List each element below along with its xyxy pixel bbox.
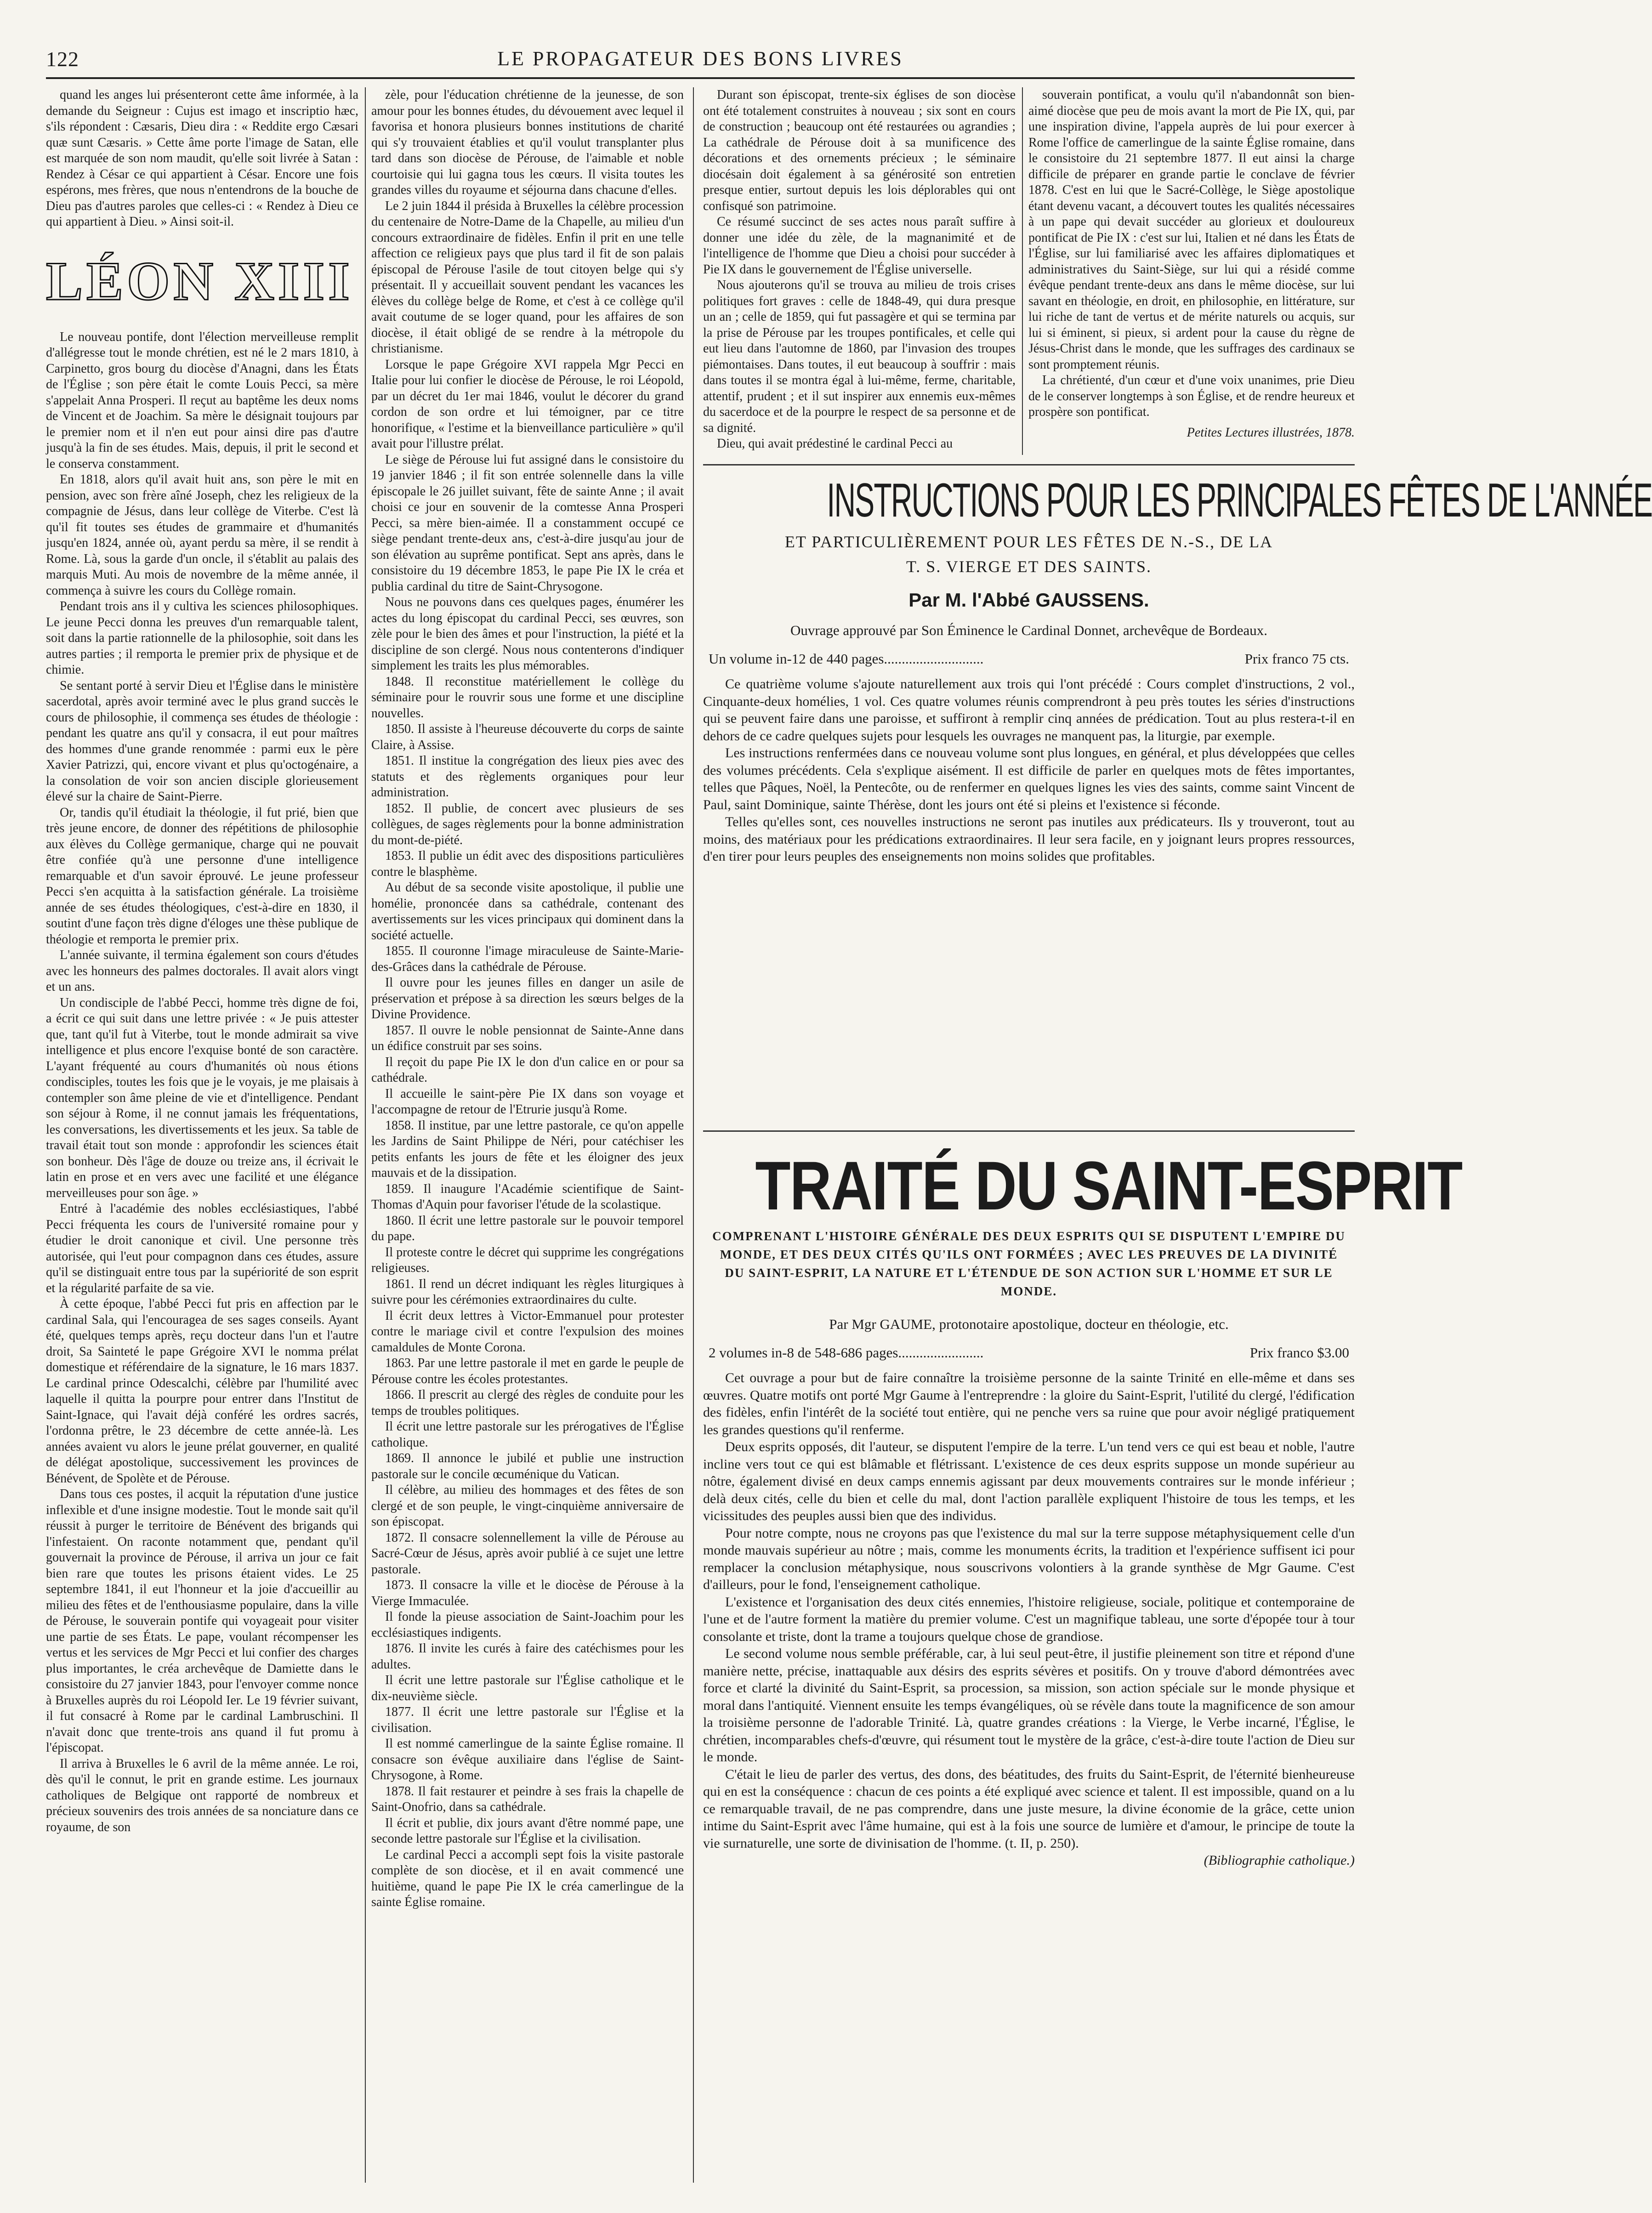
chronology-item: Il ouvre pour les jeunes filles en danger un asile de préservation et prépose à sa direction les sœurs belges de la Divine Providence. xyxy=(371,976,684,1021)
paragraph: Lorsque le pape Grégoire XVI rappela Mgr Pecci en Italie pour lui confier le diocèse de Pérouse, le roi Léopold, par un décret du 1er mai 1846, voulut le décorer du grand cordon de son ordre et lui témoigner, par ce titre honorifique, « l'estime et la bienveillance particulière » qu'il avait pour l'illustre prélat. xyxy=(371,357,684,451)
chronology-item: 1878. Il fait restaurer et peindre à ses frais la chapelle de Saint-Onofrio, dans sa cathédrale. xyxy=(371,1784,684,1814)
paragraph: Or, tandis qu'il étudiait la théologie, il fut prié, bien que très jeune encore, de donner des répétitions de philosophie aux élèves du Collège germanique, charge qui ne pouvait être confiée qu'à une personne d'une intelligence remarquable et d'un savoir éprouvé. Le jeune professeur Pecci s'en acquitta à la satisfaction générale. La troisième année de ses études théologiques, c'est-à-dire en 1830, il soutint d'une façon très digne d'éloges une thèse publique de théologie et remporta le premier prix. xyxy=(46,805,358,947)
chronology-item: 1877. Il écrit une lettre pastorale sur l'Église et la civilisation. xyxy=(371,1705,684,1735)
book-review-text xyxy=(703,1369,1355,1869)
chronology-item: 1863. Par une lettre pastorale il met en garde le peuple de Pérouse contre les écoles protestantes. xyxy=(371,1356,684,1386)
book-subtitle-line-1: ET PARTICULIÈREMENT POUR LES FÊTES DE N.-S., DE LA xyxy=(784,533,1273,551)
paragraph: La chrétienté, d'un cœur et d'une voix unanimes, prie Dieu de le conserver longtemps à son Église, et de rendre heureux et prospère son pontificat. xyxy=(1028,373,1355,419)
book-price-line xyxy=(703,1345,1355,1361)
paragraph: L'année suivante, il termina également son cours d'études avec les honneurs des palmes doctorales. Il avait alors vingt et un ans. xyxy=(46,948,358,994)
paragraph: Durant son épiscopat, trente-six églises de son diocèse ont été totalement construites à nouveau ; six sont en cours de construction ; beaucoup ont été restaurées ou agrandies ; La cathédrale de Pérouse doit à sa munificence des décorations et des ornements précieux ; le séminaire diocésain doit également à sa générosité son entretien presque entier, surtout depuis les lois déplorables qui ont confisqué son patrimoine. xyxy=(703,88,1016,213)
book-title-instructions: INSTRUCTIONS POUR LES PRINCIPALES FÊTES DE L'ANNÉE xyxy=(827,474,1652,527)
chronology-item: Il écrit et publie, dix jours avant d'être nommé pape, une seconde lettre pastorale sur l'Église et la civilisation. xyxy=(371,1816,684,1846)
column-2 xyxy=(371,87,684,2183)
chronology-item: Il proteste contre le décret qui supprime les congrégations religieuses. xyxy=(371,1245,684,1275)
paragraph: Deux esprits opposés, dit l'auteur, se disputent l'empire de la terre. L'un tend vers ce qui est beau et noble, l'autre incline vers tout ce qui est blâmable et flétrissant. L'existence de ces deux esprits suppose un monde supérieur au nôtre, également divisé en deux camps ennemis agissant par deux mouvements contraires sur le monde inférieur ; delà deux cités, celle du bien et celle du mal, dont l'action parallèle expliquent l'histoire de tous les temps, et les vicissitudes des peuples aussi bien que des individus. xyxy=(703,1439,1355,1523)
sermon-ending: quand les anges lui présenteront cette âme informée, à la demande du Seigneur : Cujus est imago et inscriptio hæc, s'ils répondent : Cæsaris, Dieu dira : « Reddite ergo Cæsari quæ sunt Cæsaris. » Cette âme porte l'image de Satan, elle est marquée de son nom maudit, qu'elle soit livrée à Satan : Rendez à César ce qui appartient à César. Encore une fois espérons, mes frères, que nous n'entendrons de la bouche de Dieu pas d'autres paroles que celles-ci : « Rendez à Dieu ce qui appartient à Dieu. » Ainsi soit-il. xyxy=(46,88,358,229)
book-price-line xyxy=(703,651,1355,667)
chronology-item: 1848. Il reconstitue matériellement le collège du séminaire pour le rouvrir sous une forme et une discipline nouvelles. xyxy=(371,674,684,721)
leon-article-body xyxy=(46,329,358,1836)
paragraph: Les instructions renfermées dans ce nouveau volume sont plus longues, en général, et plus développées que celles des volumes précédents. Cela s'explique aisément. Il est difficile de parler en quelques mots de fêtes importantes, telles que Pâques, Noël, la Pentecôte, ou de renfermer en quelques lignes les vies des saints, comme saint Vincent de Paul, saint Dominique, sainte Thérèse, dont les jours ont été si pleins et l'existence si féconde. xyxy=(703,745,1355,812)
review-attribution: (Bibliographie catholique.) xyxy=(1204,1853,1355,1868)
paragraph: À cette époque, l'abbé Pecci fut pris en affection par le cardinal Sala, qui l'encouragea de ses sages conseils. Ayant été, quelques temps après, reçu docteur dans l'un et l'autre droit, Sa Sainteté le pape Grégoire XVI le nomma prélat domestique et référendaire de la signature, le 16 mars 1837. Le cardinal prince Odescalchi, célèbre par l'humilité avec laquelle il quitta la pourpre pour entrer dans l'Institut de Saint-Ignace, qui l'avait déjà conféré les ordres sacrés, l'ordonna prêtre, le 23 décembre de cette année-là. Les années avaient vu alors le jeune prélat gouverner, en qualité de délégat apostolique, successivement les provinces de Bénévent, de Spolète et de Pérouse. xyxy=(46,1297,358,1486)
source-signature: Petites Lectures illustrées, 1878. xyxy=(1186,425,1355,440)
column-divider xyxy=(693,87,694,2183)
book-author: Par M. l'Abbé GAUSSENS. xyxy=(908,589,1149,611)
column-4 xyxy=(1028,87,1355,455)
paragraph: Le cardinal Pecci a accompli sept fois la visite pastorale complète de son diocèse, et il en avait commencé une huitième, quand le pape Pie IX le créa camerlingue de la sainte Église romaine. xyxy=(371,1847,684,1909)
page-number: 122 xyxy=(46,47,79,71)
book-price: Prix franco 75 cts. xyxy=(1244,651,1349,667)
chronology-item: 1876. Il invite les curés à faire des catéchismes pour les adultes. xyxy=(371,1641,684,1672)
book-subtitle-line-2: T. S. VIERGE ET DES SAINTS. xyxy=(906,557,1152,576)
paragraph: Le siège de Pérouse lui fut assigné dans le consistoire du 19 janvier 1846 ; il fit son entrée solennelle dans la ville épiscopale le 26 juillet suivant, fête de sainte Anne ; il avait choisi ce jour en souvenir de la comtesse Anna Prosperi Pecci, sa mère bien-aimée. Il a constamment occupé ce siège pendant trente-deux ans, c'est-à-dire jusqu'au jour de son élévation au suprême pontificat. Sept ans après, dans le consistoire du 19 décembre 1853, le pape Pie IX le créa et publia cardinal du titre de Saint-Chrysogone. xyxy=(371,452,684,594)
chronology-item: Il accueille le saint-père Pie IX dans son voyage et l'accompagne de retour de l'Etrurie jusqu'à Rome. xyxy=(371,1086,684,1117)
chronology-item: 1851. Il institue la congrégation des lieux pies avec des statuts et des règlements organiques pour leur administration. xyxy=(371,754,684,800)
chronology-item: 1857. Il ouvre le noble pensionnat de Sainte-Anne dans un édifice construit par ses soins. xyxy=(371,1023,684,1053)
chronology-item: 1861. Il rend un décret indiquant les règles liturgiques à suivre pour les cérémonies extraordinaires du culte. xyxy=(371,1277,684,1307)
paragraph: L'existence et l'organisation des deux cités ennemies, l'histoire religieuse, sociale, politique et contemporaine de l'une et de l'autre forment la matière du premier volume. C'est un magnifique tableau, une sorte d'épopée tour à tour consolante et triste, dont la trame a toujours quelque chose de grandiose. xyxy=(703,1594,1355,1644)
chronology-item: 1855. Il couronne l'image miraculeuse de Sainte-Marie-des-Grâces dans la cathédrale de Pérouse. xyxy=(371,944,684,974)
book-title-traite: TRAITÉ DU SAINT-ESPRIT xyxy=(755,1147,1462,1224)
chronology-item: Il écrit une lettre pastorale sur l'Église catholique et le dix-neuvième siècle. xyxy=(371,1673,684,1703)
chronology-item: Au début de sa seconde visite apostolique, il publie une homélie, prononcée dans sa cathédrale, contenant des avertissements sur les vices principaux qui dominent dans la société actuelle. xyxy=(371,880,684,942)
paragraph: zèle, pour l'éducation chrétienne de la jeunesse, de son amour pour les bonnes études, du dévouement avec lequel il favorisa et honora plusieurs bonnes institutions de charité qui s'y trouvaient établies et qu'il voulut transplanter plus tard dans son diocèse de Pérouse, de l'aimable et noble courtoisie qui lui gagna tous les cœurs. Il visita toutes les grandes villes du royaume et séjourna dans chacune d'elles. xyxy=(371,88,684,197)
paragraph: Un condisciple de l'abbé Pecci, homme très digne de foi, a écrit ce qui suit dans une lettre privée : « Je puis attester que, tant qu'il fut à Viterbe, tout le monde admirait sa vive intelligence et plus encore l'exquise bonté de son caractère. L'ayant fréquenté au cours d'humanités où nous étions condisciples, toutes les fois que je le voyais, je me plaisais à contempler son âme pleine de vie et d'intelligence. Pendant son séjour à Rome, il ne connut jamais les fréquentations, les conversations, les divertissements et les jeux. Sa table de travail était tout son monde : approfondir les sciences était son bonheur. Dès l'âge de douze ou treize ans, il écrivait le latin en prose et en vers avec une facilité et une élégance merveilleuses pour son âge. » xyxy=(46,995,358,1200)
chronology-item: 1850. Il assiste à l'heureuse découverte du corps de sainte Claire, à Assise. xyxy=(371,722,684,752)
chronology-item: 1853. Il publie un édit avec des dispositions particulières contre le blasphème. xyxy=(371,849,684,879)
chronology-item: Il célèbre, au milieu des hommages et des fêtes de son clergé et de son peuple, le vingt-cinquième anniversaire de son épiscopat. xyxy=(371,1483,684,1529)
header-rule xyxy=(46,77,1355,79)
section-rule xyxy=(703,1130,1355,1132)
book-author: Par Mgr GAUME, protonotaire apostolique, docteur en théologie, etc. xyxy=(829,1316,1229,1332)
paragraph: Pour notre compte, nous ne croyons pas que l'existence du mal sur la terre suppose métaphysiquement celle d'un monde mauvais supérieur au nôtre ; mais, comme les monuments écrits, la tradition et l'expérience suffisent ici pour remplacer la conclusion métaphysique, nous souscrivons volontiers à la grande synthèse de Mgr Gaume. C'est d'ailleurs, pour le fond, l'enseignement catholique. xyxy=(703,1525,1355,1592)
book-approval: Ouvrage approuvé par Son Éminence le Cardinal Donnet, archevêque de Bordeaux. xyxy=(790,622,1268,638)
paragraph: Nous ajouterons qu'il se trouva au milieu de trois crises politiques fort graves : celle de 1848-49, qui dura presque un an ; celle de 1859, qui fut passagère et qui se termina par la prise de Pérouse par les troupes pontificales, et celle qui eut lieu dans l'automne de 1860, par l'invasion des troupes piémontaises. Dans toutes, il eut beaucoup à souffrir : mais dans toutes il se montra égal à lui-même, ferme, charitable, attentif, prudent ; et il sut inspirer aux ennemis eux-mêmes du sacerdoce et de la pourpre le respect de sa personne et de sa dignité. xyxy=(703,278,1016,435)
paragraph: Le 2 juin 1844 il présida à Bruxelles la célèbre procession du centenaire de Notre-Dame de la Chapelle, au milieu d'un concours extraordinaire de fidèles. Enfin il prit en une telle affection ce religieux pays que plus tard il fit de son palais épiscopal de Pérouse l'asile de tout citoyen belge qui s'y présentait. Il y accueillait souvent pendant les vacances les élèves du collège belge de Rome, et c'est à ce collège qu'il avait coutume de se loger quand, pour les affaires de son diocèse, il était obligé de se rendre à la métropole du christianisme. xyxy=(371,199,684,356)
paragraph: C'était le lieu de parler des vertus, des dons, des béatitudes, des fruits du Saint-Esprit, de l'éternité bienheureuse qui en est la conséquence : chacun de ces points a été expliqué avec science et talent. Il est impossible, quand on a lu ce remarquable travail, de ne pas comprendre, dans une juste mesure, la divine économie de la grâce, cette union intime du Saint-Esprit avec l'âme humaine, qui est à la fois une source de lumière et d'amour, le principe de toute la vie surnaturelle, une sorte de divinisation de l'homme. (t. II, p. 250). xyxy=(703,1766,1355,1851)
chronology-item: 1859. Il inaugure l'Académie scientifique de Saint-Thomas d'Aquin pour favoriser l'étude de la scolastique. xyxy=(371,1181,684,1212)
chronology-item: Il fonde la pieuse association de Saint-Joachim pour les ecclésiastiques indigents. xyxy=(371,1610,684,1640)
paragraph: Telles qu'elles sont, ces nouvelles instructions ne seront pas inutiles aux prédicateurs. Ils y trouveront, tout au moins, des matériaux pour les prédications extraordinaires. Il leur sera facile, en y joignant leurs propres ressources, d'en tirer pour leurs peuples des enseignements non moins solides que profitables. xyxy=(703,814,1355,864)
paragraph: Pendant trois ans il y cultiva les sciences philosophiques. Le jeune Pecci donna les preuves d'un remarquable talent, soit dans la partie rationnelle de la philosophie, soit dans les autres parties ; il remporta le premier prix de physique et de chimie. xyxy=(46,599,358,677)
article-title-leon-xiii: LÉON XIII xyxy=(46,250,353,312)
chronology-item: 1866. Il prescrit au clergé des règles de conduite pour les temps de troubles politiques. xyxy=(371,1388,684,1418)
paragraph: Dans tous ces postes, il acquit la réputation d'une justice inflexible et d'une insigne modestie. Tout le monde sait qu'il réussit à purger le territoire de Bénévent des brigands qui l'infestaient. On raconte notamment que, pendant qu'il gouvernait la province de Pérouse, il arriva un jour ce fait bien rare que toutes les prisons étaient vides. Le 25 septembre 1841, il eut l'honneur et la joie d'accueillir au milieu des fêtes et de l'enthousiasme populaire, dans la ville de Pérouse, le souverain pontife qui voyageait pour visiter une partie de ses États. Le pape, voulant récompenser les vertus et les services de Mgr Pecci et lui confier des charges plus importantes, le créa archevêque de Damiette dans le consistoire du 27 janvier 1843, pour l'envoyer comme nonce à Bruxelles auprès du roi Léopold Ier. Le 19 février suivant, il fut consacré à Rome par le cardinal Lambruschini. Il n'avait donc que trente-trois ans quand il fut promu à l'épiscopat. xyxy=(46,1487,358,1755)
chronology-item: 1858. Il institue, par une lettre pastorale, ce qu'on appelle les Jardins de Saint Philippe de Néri, pour catéchiser les petits enfants les jours de fête et les éloigner des jeux mauvais et de la dissipation. xyxy=(371,1118,684,1180)
paragraph: Dieu, qui avait prédestiné le cardinal Pecci au xyxy=(717,437,953,451)
chronology-item: 1860. Il écrit une lettre pastorale sur le pouvoir temporel du pape. xyxy=(371,1213,684,1243)
paragraph: Se sentant porté à servir Dieu et l'Église dans le ministère sacerdotal, après avoir terminé avec le plus grand succès le cours de philosophie, il commença ses études de théologie : pendant les quatre ans qu'il y consacra, il eut pour maîtres des hommes d'une grande renommée : parmi eux le père Xavier Patrizzi, qui, encore vivant et plus qu'octogénaire, a la consolation de voir son ancien disciple glorieusement élevé sur la chaire de Saint-Pierre. xyxy=(46,678,358,804)
paragraph: Le nouveau pontife, dont l'élection merveilleuse remplit d'allégresse tout le monde chrétien, est né le 2 mars 1810, à Carpinetto, gros bourg du diocèse d'Anagni, dans les États de l'Église ; son père était le comte Louis Pecci, sa mère s'appelait Anna Prosperi. Il reçut au baptême les deux noms de Vincent et de Joachim. Sa mère le désignait toujours par le premier nom et il n'en eut pour ainsi dire pas d'autre jusqu'à la fin de ses études. Mais, depuis, il prit le second et le conserva constamment. xyxy=(46,329,358,471)
column-divider xyxy=(1022,87,1023,455)
book-subtitle: COMPRENANT L'HISTOIRE GÉNÉRALE DES DEUX ESPRITS QUI SE DISPUTENT L'EMPIRE DU MONDE, ET DES DEUX CITÉS QU'ILS ONT FORMÉES ; AVEC LES PREUVES DE LA DIVINITÉ DU SAINT-ESPRIT, LA NATURE ET L'ÉTENDUE DE SON ACTION SUR L'HOMME ET SUR LE MONDE. xyxy=(712,1229,1345,1298)
chronology-item: Il est nommé camerlingue de la sainte Église romaine. Il consacre son évêque auxiliaire dans l'église de Saint-Chrysogone, à Rome. xyxy=(371,1736,684,1782)
paragraph: Ce résumé succinct de ses actes nous paraît suffire à donner une idée du zèle, de la magnanimité et de l'intelligence de l'homme que Dieu a choisi pour succéder à Pie IX dans le gouvernement de l'Église universelle. xyxy=(703,215,1016,277)
paragraph: Nous ne pouvons dans ces quelques pages, énumérer les actes du long épiscopat du cardinal Pecci, ses œuvres, son zèle pour le bien des âmes et pour l'instruction, la piété et la discipline de son clergé. Nous nous contenterons d'indiquer simplement les traits les plus mémorables. xyxy=(371,595,684,673)
chronology-item: Il écrit une lettre pastorale sur les prérogatives de l'Église catholique. xyxy=(371,1419,684,1450)
chronology-item: 1852. Il publie, de concert avec plusieurs de ses collègues, de sages règlements pour la bonne administration du mont-de-piété. xyxy=(371,801,684,847)
book-volume: 2 volumes in-8 de 548-686 pages........................ xyxy=(709,1345,984,1361)
paragraph: souverain pontificat, a voulu qu'il n'abandonnât son bien-aimé diocèse que peu de mois avant la mort de Pie IX, qui, par une inspiration divine, l'appela auprès de lui pour exercer à Rome l'office de camerlingue de la sainte Église romaine, dans le consistoire du 21 septembre 1877. Il eut ainsi la charge difficile de préparer en grande partie le conclave de février 1878. C'est en lui que le Sacré-Collège, le Siège apostolique étant devenu vacant, a découvert toutes les qualités nécessaires à un pape qui devait succéder au glorieux et douloureux pontificat de Pie IX : c'est sur lui, Italien et né dans les États de l'Église, sur lui familiarisé avec les affaires diplomatiques et administratives du Saint-Siège, sur lui qui a résidé comme évêque pendant trente-deux ans dans le même diocèse, sur lui savant en théologie, en droit, en philosophie, en littérature, sur lui riche de tant de vertus et de mérite naturels ou acquis, sur lui si éminent, si pieux, si ardent pour la cause du règne de Jésus-Christ dans le monde, que les suffrages des cardinaux se sont promptement réunis. xyxy=(1028,88,1355,372)
paragraph: En 1818, alors qu'il avait huit ans, son père le mit en pension, avec son frère aîné Joseph, chez les religieux de la compagnie de Jésus, dans leur collège de Viterbe. C'est là qu'il fit toutes ses études de grammaire et d'humanités jusqu'en 1824, année où, ayant perdu sa mère, il se rendit à Rome. Là, sous la garde d'un oncle, il s'établit au palais des marquis Muti. Au mois de novembre de la même année, il commença à suivre les cours du Collège romain. xyxy=(46,472,358,598)
chronology-item: Il reçoit du pape Pie IX le don d'un calice en or pour sa cathédrale. xyxy=(371,1055,684,1085)
paragraph: Il arriva à Bruxelles le 6 avril de la même année. Le roi, dès qu'il le connut, le prit en grande estime. Les journaux catholiques de Belgique ont rapporté de nombreux et précieux souvenirs des trois années de sa nonciature dans ce royaume, de son xyxy=(46,1756,358,1834)
book-notice-traite xyxy=(703,1147,1462,2183)
book-notice-instructions xyxy=(703,473,1652,1121)
column-divider xyxy=(365,87,366,2183)
paragraph: Cet ouvrage a pour but de faire connaître la troisième personne de la sainte Trinité en elle-même et dans ses œuvres. Quatre motifs ont porté Mgr Gaume à l'entreprendre : la gloire du Saint-Esprit, l'utilité du clergé, l'édification des fidèles, enfin l'intérêt de la société tout entière, qui ne penche vers sa ruine que pour avoir négligé pratiquement les grandes questions qu'il renferme. xyxy=(703,1370,1355,1437)
running-head: LE PROPAGATEUR DES BONS LIVRES xyxy=(497,47,903,70)
chronology-item: 1872. Il consacre solennellement la ville de Pérouse au Sacré-Cœur de Jésus, après avoir publié à ce sujet une lettre pastorale. xyxy=(371,1530,684,1577)
chronology-item: 1869. Il annonce le jubilé et publie une instruction pastorale sur le concile œcuménique du Vatican. xyxy=(371,1451,684,1481)
chronology-item: 1873. Il consacre la ville et le diocèse de Pérouse à la Vierge Immaculée. xyxy=(371,1578,684,1608)
paragraph: Le second volume nous semble préférable, car, à lui seul peut-être, il justifie pleinement son titre et répond d'une manière nette, précise, inattaquable aux désirs des esprits sévères et positifs. On y trouve d'abord démontrées avec force et clarté la divinité du Saint-Esprit, sa procession, sa mission, son action spéciale sur le monde physique et moral dans l'antiquité. Viennent ensuite les temps évangéliques, où se révèle dans toute la magnificence de son amour la troisième personne de l'adorable Trinité. Là, quatre grandes créations : la Vierge, le Verbe incarné, l'Église, le chrétien, incomparables chefs-d'œuvre, qui résument tout le mystère de la grâce, c'est-à-dire toute l'action de Dieu sur le monde. xyxy=(703,1646,1355,1765)
chronology-item: Il écrit deux lettres à Victor-Emmanuel pour protester contre le mariage civil et contre l'expulsion des moines camaldules de Monte Corona. xyxy=(371,1308,684,1355)
book-volume: Un volume in-12 de 440 pages............................ xyxy=(709,651,984,667)
book-price: Prix franco $3.00 xyxy=(1249,1345,1349,1361)
column-1 xyxy=(46,87,358,2183)
paragraph: Entré à l'académie des nobles ecclésiastiques, l'abbé Pecci fréquenta les cours de l'université romaine pour y étudier le droit canonique et civil. Une personne très autorisée, qui l'eut pour compagnon dans ces études, assure qu'il se distinguait entre tous par la supériorité de son esprit et la régularité parfaite de sa vie. xyxy=(46,1202,358,1295)
page-header xyxy=(46,42,1355,79)
column-3 xyxy=(703,87,1016,455)
book-review-text xyxy=(703,675,1355,865)
paragraph: Ce quatrième volume s'ajoute naturellement aux trois qui l'ont précédé : Cours complet d'instructions, 2 vol., Cinquante-deux homélies, 1 vol. Ces quatre volumes réunis comprendront à peu près toutes les séries d'instructions qui se peuvent faire dans une paroisse, et suffiront à remplir cinq années de prédication. Tout au plus restera-t-il en dehors de ce cadre quelques sujets pour lesquels les ouvrages ne manquent pas, la liturgie, par exemple. xyxy=(703,676,1355,743)
section-rule xyxy=(703,464,1355,465)
